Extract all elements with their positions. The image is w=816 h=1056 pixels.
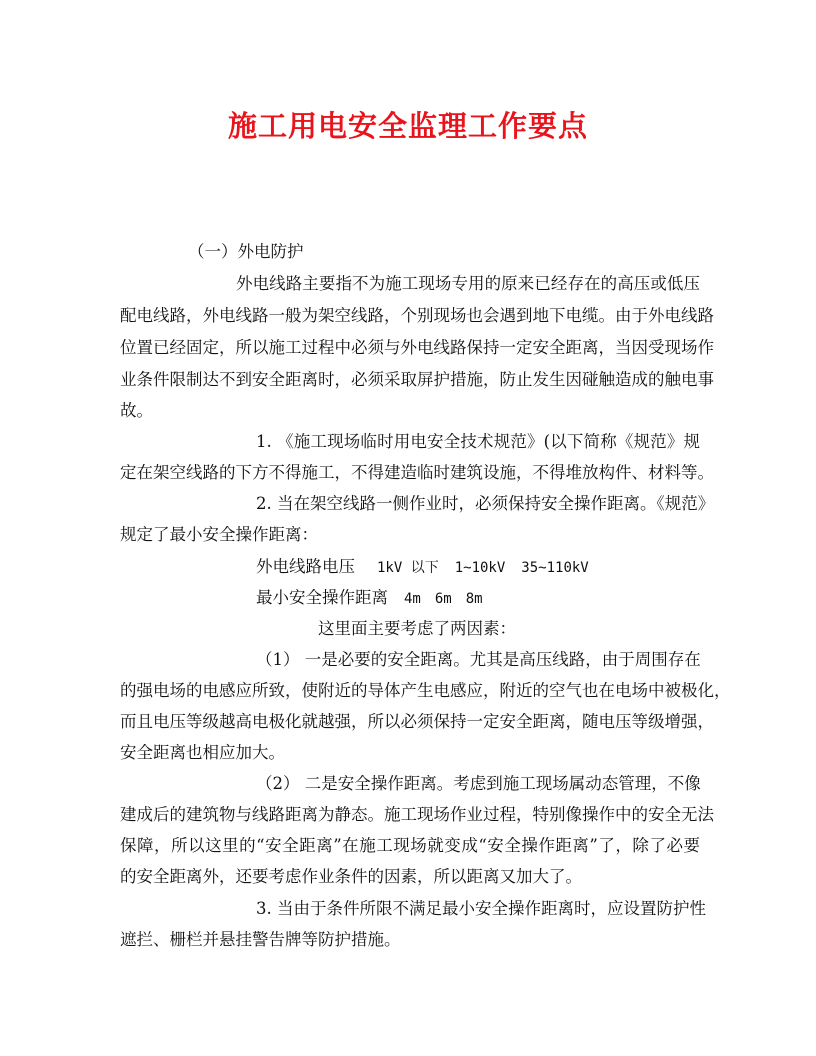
item2-line-1: 2. 当在架空线路一侧作业时，必须保持安全操作距离。《规范》 xyxy=(256,494,715,513)
factor1-line-1: （1） 一是必要的安全距离。尤其是高压线路，由于周围存在 xyxy=(256,650,701,669)
factor2-line-3: 保障，所以这里的“安全距离”在施工现场就变成“安全操作距离”了，除了必要 xyxy=(120,836,700,855)
distance-value-2: 6m xyxy=(434,591,452,607)
item1-line-2: 定在架空线路的下方不得施工，不得建造临时建筑设施，不得堆放构件、材料等。 xyxy=(120,463,714,482)
distance-value-3: 8m xyxy=(465,591,483,607)
voltage-value-3: 35~110kV xyxy=(521,560,589,576)
factor1-line-2: 的强电场的电感应所致，使附近的导体产生电感应，附近的空气也在电场中被极化， xyxy=(120,681,731,700)
document-title: 施工用电安全监理工作要点 xyxy=(227,109,588,143)
intro-line-5: 故。 xyxy=(120,401,153,420)
factor1-line-3: 而且电压等级越高电极化就越强，所以必须保持一定安全距离，随电压等级增强， xyxy=(120,712,714,731)
item2-line-2: 规定了最小安全操作距离： xyxy=(120,525,318,544)
voltage-label: 外电线路电压 xyxy=(256,557,355,576)
intro-line-3: 位置已经固定，所以施工过程中必须与外电线路保持一定安全距离，当因受现场作 xyxy=(120,338,714,357)
intro-line-2: 配电线路，外电线路一般为架空线路，个别现场也会遇到地下电缆。由于外电线路 xyxy=(120,306,714,325)
distance-row-voltage xyxy=(256,556,816,579)
voltage-value-1: 1kV 以下 xyxy=(377,560,439,576)
distance-row-minimum xyxy=(256,587,816,610)
item1-line-1: 1. 《施工现场临时用电安全技术规范》(以下简称《规范》规 xyxy=(256,432,700,451)
factor2-line-2: 建成后的建筑物与线路距离为静态。施工现场作业过程，特别像操作中的安全无法 xyxy=(120,805,714,824)
voltage-value-2: 1~10kV xyxy=(454,560,506,576)
factor1-line-4: 安全距离也相应加大。 xyxy=(120,743,285,762)
item3-line-2: 遮拦、栅栏并悬挂警告牌等防护措施。 xyxy=(120,930,401,949)
factor2-line-1: （2） 二是安全操作距离。考虑到施工现场属动态管理，不像 xyxy=(256,774,701,793)
intro-line-4: 业条件限制达不到安全距离时，必须采取屏护措施，防止发生因碰触造成的触电事 xyxy=(120,370,714,389)
item3-line-1: 3. 当由于条件所限不满足最小安全操作距离时，应设置防护性 xyxy=(256,899,706,918)
section-heading: （一）外电防护 xyxy=(188,242,304,261)
intro-line-1: 外电线路主要指不为施工现场专用的原来已经存在的高压或低压 xyxy=(236,274,700,293)
distance-value-1: 4m xyxy=(404,591,421,607)
factors-intro: 这里面主要考虑了两因素： xyxy=(318,619,516,638)
factor2-line-4: 的安全距离外，还要考虑作业条件的因素，所以距离又加大了。 xyxy=(120,867,582,886)
minimum-distance-label: 最小安全操作距离 xyxy=(256,588,388,607)
